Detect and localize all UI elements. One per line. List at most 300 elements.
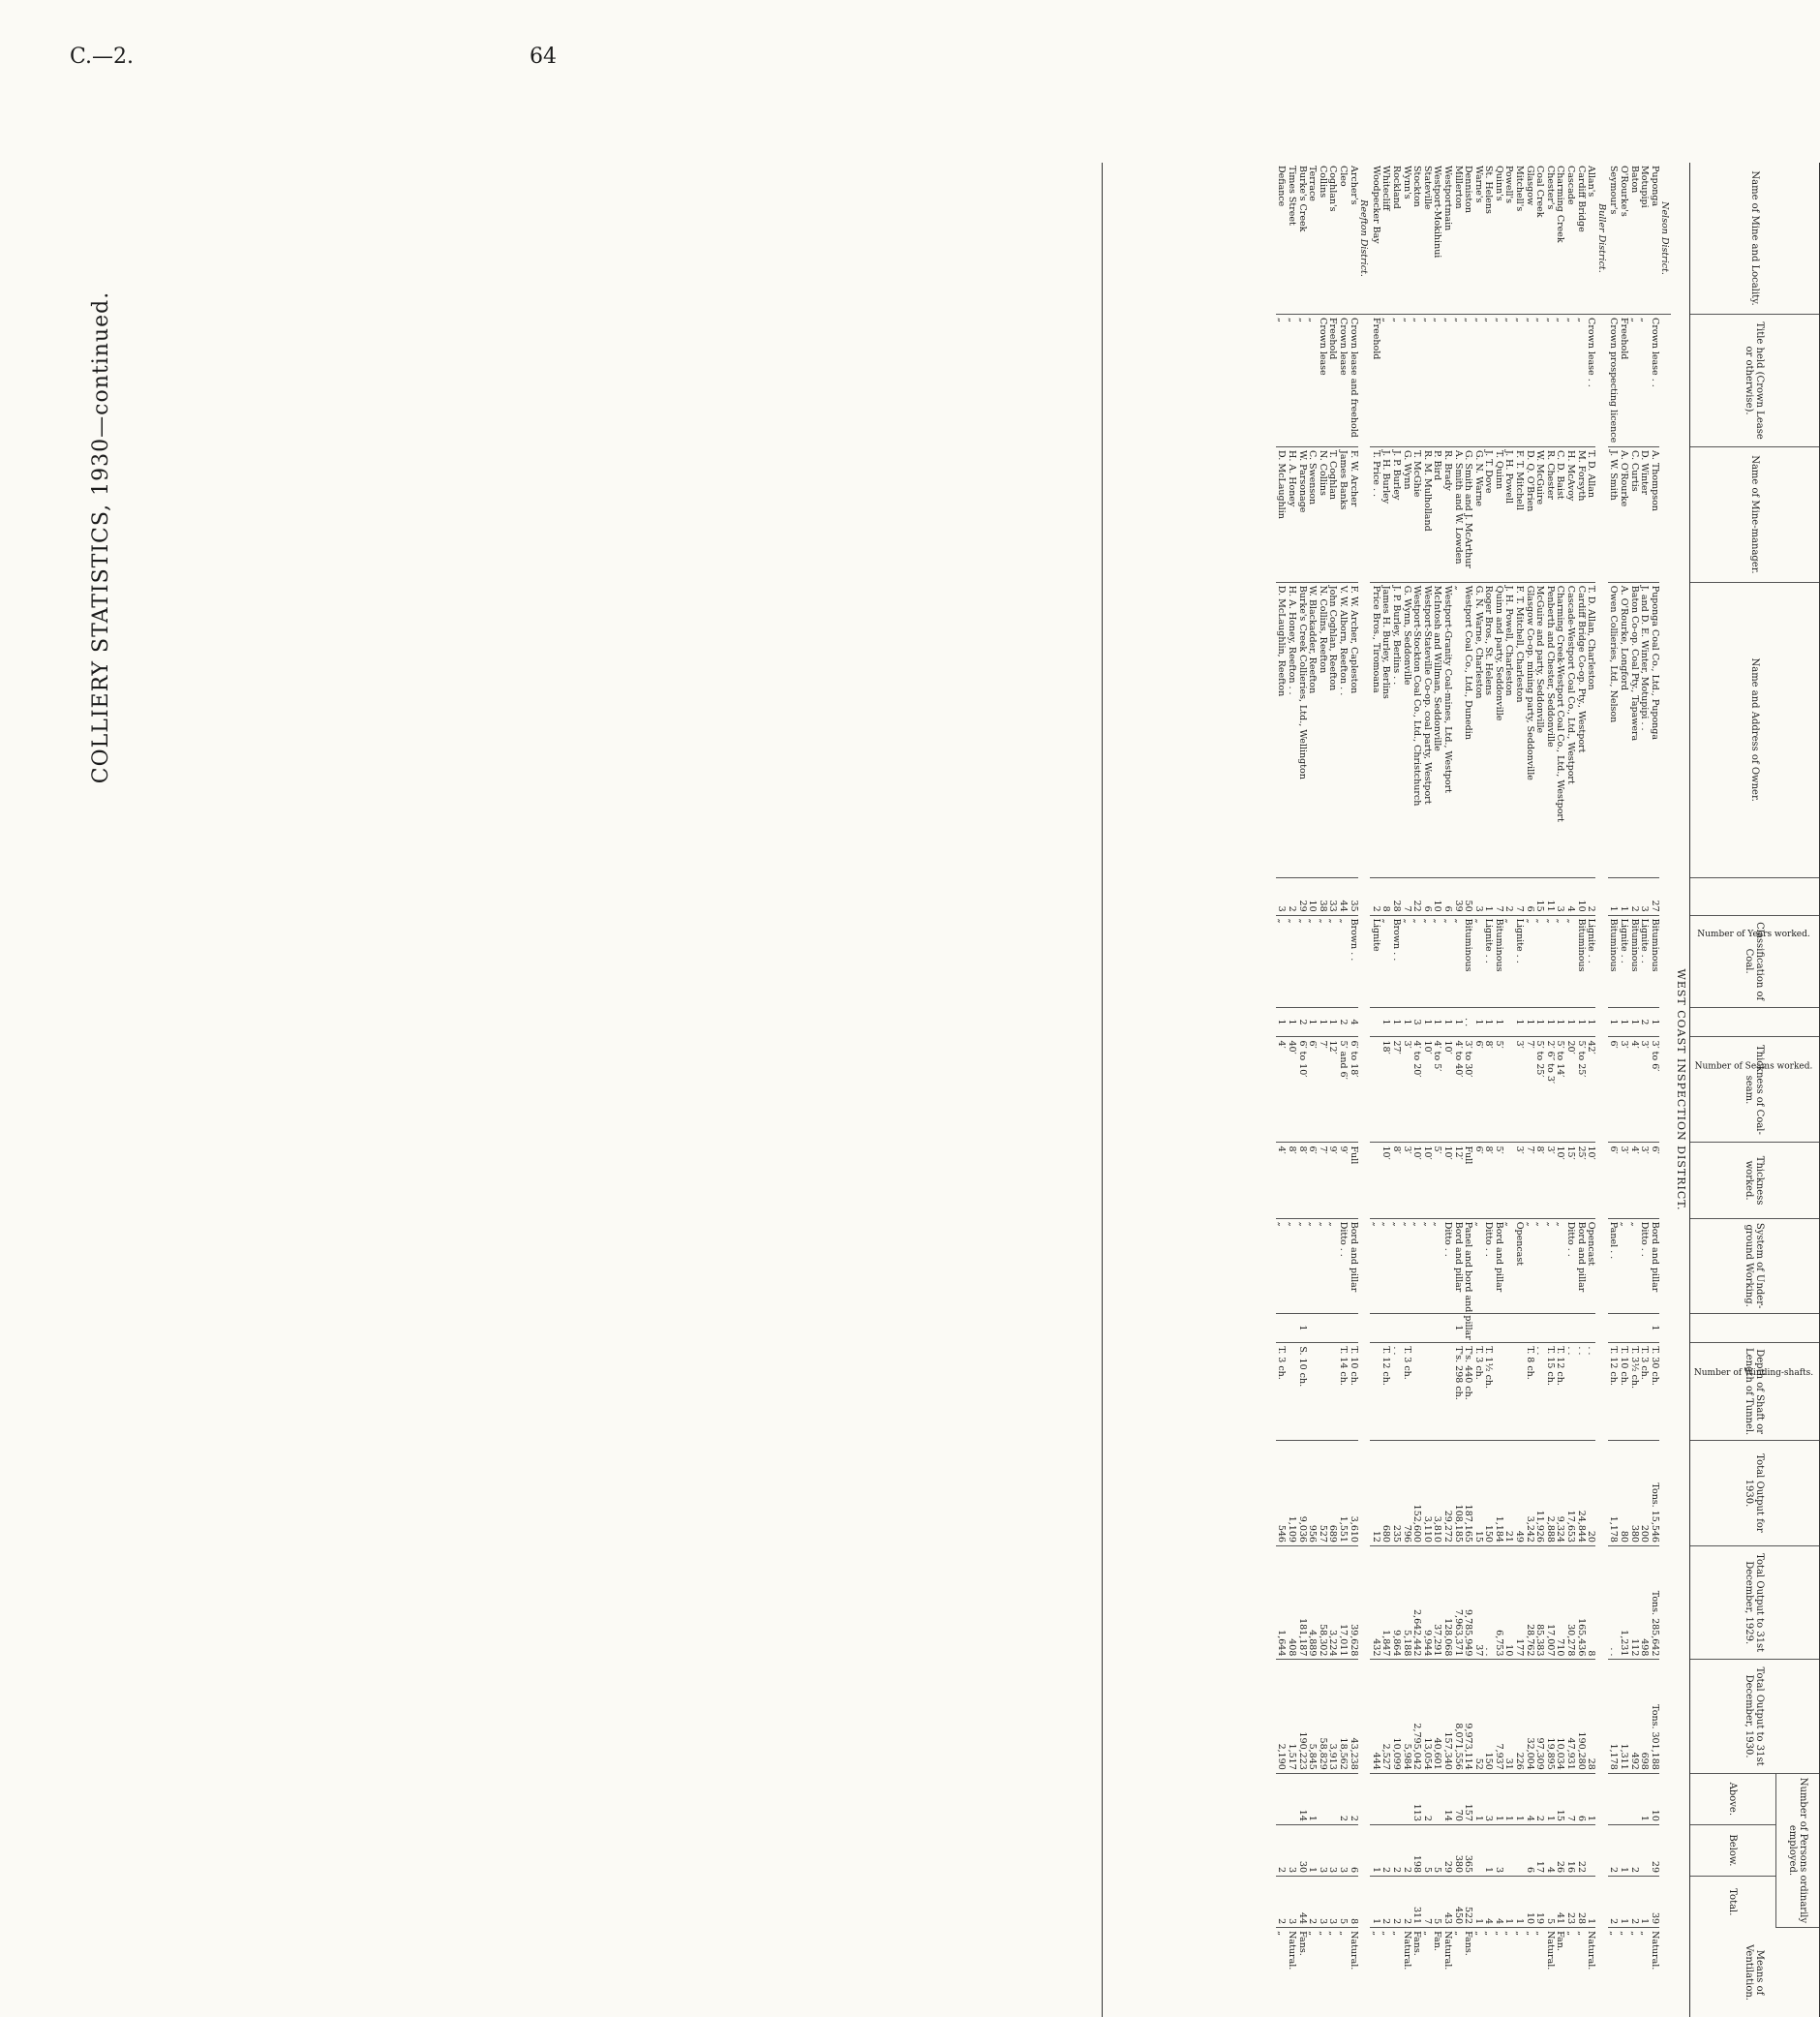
seam-thickness: 7′ [1524, 1037, 1534, 1143]
owner-name: Westport Coal Co., Ltd., Dunedin [1463, 582, 1473, 877]
header-owner: Name and Address of Owner. [1690, 582, 1820, 877]
persons-below: 1 [1307, 1824, 1318, 1876]
years-worked: 33 [1327, 877, 1338, 915]
seam-thickness: 4′ to 20′ [1411, 1037, 1422, 1143]
persons-below: 3 [1493, 1824, 1503, 1876]
manager-name: James Banks [1337, 447, 1348, 583]
years-worked: 44 [1337, 877, 1348, 915]
table-row [1327, 163, 1338, 2017]
mine-name: Denniston [1463, 163, 1473, 315]
output-1930: 956 [1307, 1440, 1318, 1545]
table-row [1618, 163, 1628, 2017]
output-1930: 15 [1472, 1440, 1483, 1545]
output-1929: 177 [1514, 1545, 1525, 1659]
mine-name: Coal Creek [1534, 163, 1545, 315]
persons-total: 41 [1555, 1877, 1565, 1928]
working-system: „ [1534, 1218, 1545, 1313]
header-thickness-worked: Thickness worked. [1690, 1143, 1820, 1218]
output-1930: 1,178 [1608, 1440, 1619, 1545]
shaft-depth: T. 3 ch. [1276, 1343, 1287, 1441]
seams-worked: 1 [1608, 1007, 1619, 1037]
manager-name: J. T. Dove [1483, 447, 1494, 583]
header-system: System of Under-ground Working. [1690, 1218, 1820, 1313]
table-row [1544, 163, 1555, 2017]
output-1929: 2,642,442 [1411, 1545, 1422, 1659]
working-system: „ [1618, 1218, 1628, 1313]
coal-classification: „ [1544, 915, 1555, 1007]
manager-name: D. McLaughlin [1276, 447, 1287, 583]
persons-total: 23 [1564, 1877, 1575, 1928]
years-worked: 8 [1380, 877, 1391, 915]
persons-above: 70 [1452, 1773, 1463, 1824]
shaft-depth: T. 12 ch. [1608, 1343, 1619, 1441]
seams-worked: 2 [1639, 1007, 1650, 1037]
owner-name: Price Bros., Tiromoana [1370, 582, 1380, 877]
seams-worked: 1 [1286, 1007, 1296, 1037]
coal-classification: „ [1452, 915, 1463, 1007]
thickness-worked: 8′ [1296, 1143, 1307, 1218]
output-1929: 17,011 [1337, 1545, 1348, 1659]
winding-shafts [1307, 1313, 1318, 1343]
mine-name: Cardiff Bridge [1575, 163, 1586, 315]
mine-name: Burke's Creek [1296, 163, 1307, 315]
seams-worked: 1 [1317, 1007, 1327, 1037]
owner-name: Penberth and Chester, Seddonville [1544, 582, 1555, 877]
owner-name: Cardiff Bridge Co-op. Pty., Westport [1575, 582, 1586, 877]
title-held: „ [1493, 315, 1503, 447]
manager-name: T. D. Allan [1586, 447, 1596, 583]
persons-total: 5 [1432, 1877, 1442, 1928]
mine-name: Terrace [1307, 163, 1318, 315]
shaft-depth [1370, 1343, 1380, 1441]
table-row [1411, 163, 1422, 2017]
persons-total: 1 [1370, 1877, 1380, 1928]
persons-above: 14 [1296, 1773, 1307, 1824]
output-total: 3,913 [1327, 1660, 1338, 1773]
working-system: Ditto . . [1564, 1218, 1575, 1313]
thickness-worked: 9′ [1327, 1143, 1338, 1218]
coal-classification: Lignite . . [1618, 915, 1628, 1007]
shaft-depth [1286, 1343, 1296, 1441]
header-thickness-seam: Thickness of Coal-seam. [1690, 1037, 1820, 1143]
years-worked: 39 [1452, 877, 1463, 915]
seams-worked: 1 [1524, 1007, 1534, 1037]
output-total: 32,004 [1524, 1660, 1534, 1773]
output-1929: 10 [1503, 1545, 1514, 1659]
persons-above: 10 [1649, 1773, 1659, 1824]
seam-thickness [1503, 1037, 1514, 1143]
coal-classification: „ [1286, 915, 1296, 1007]
output-1930: 380 [1628, 1440, 1639, 1545]
shaft-depth: T. 3½ ch. [1628, 1343, 1639, 1441]
output-total: 40,601 [1432, 1660, 1442, 1773]
persons-total: 1 [1514, 1877, 1525, 1928]
thickness-worked: 6′ [1472, 1143, 1483, 1218]
manager-name: G. N. Warne [1472, 447, 1483, 583]
seams-worked: 1 [1421, 1007, 1432, 1037]
thickness-worked: 7′ [1317, 1143, 1327, 1218]
mine-name: Stateville [1421, 163, 1432, 315]
ventilation: Fan. [1555, 1931, 1566, 1951]
owner-name: Westport-Stockton Coal Co., Ltd., Christchurch [1411, 582, 1422, 877]
years-worked: 2 [1370, 877, 1380, 915]
district-heading-row [1659, 163, 1672, 2017]
persons-below: 3 [1317, 1824, 1327, 1876]
ventilation: „ [1338, 1931, 1349, 1937]
output-1929: 3,224 [1327, 1545, 1338, 1659]
seam-thickness: 7′ [1317, 1037, 1327, 1143]
colliery-statistics-table [1102, 163, 1820, 2017]
persons-below: 1 [1370, 1824, 1380, 1876]
shaft-depth: T. 10 ch. [1618, 1343, 1628, 1441]
seam-thickness: 5′ [1493, 1037, 1503, 1143]
seam-thickness [1370, 1037, 1380, 1143]
output-1930: 3,110 [1421, 1440, 1432, 1545]
seams-worked: 1 [1472, 1007, 1483, 1037]
coal-classification: Bituminous [1493, 915, 1503, 1007]
manager-name: J. P. Burley [1390, 447, 1401, 583]
ventilation: „ [1390, 1931, 1402, 1937]
district-name: Buller District. [1595, 163, 1608, 315]
owner-name: A. O'Rourke, Longford [1618, 582, 1628, 877]
title-held: „ [1628, 315, 1639, 447]
shaft-depth: T. 3 ch. [1472, 1343, 1483, 1441]
seams-worked: 1 [1586, 1007, 1596, 1037]
title-held: Crown lease and freehold [1348, 315, 1358, 447]
coal-classification: Lignite [1370, 915, 1380, 1007]
persons-above: 14 [1441, 1773, 1452, 1824]
district-spacer [1595, 315, 1608, 2017]
coal-classification: „ [1276, 915, 1287, 1007]
thickness-worked: 10′ [1555, 1143, 1565, 1218]
persons-total: 2 [1276, 1877, 1287, 1928]
title-held: „ [1276, 315, 1287, 447]
coal-classification: Brown . . [1390, 915, 1401, 1007]
output-1930: 24,844 [1575, 1440, 1586, 1545]
seams-worked: 1 [1390, 1007, 1401, 1037]
title-held: „ [1503, 315, 1514, 447]
persons-total: 1 [1503, 1877, 1514, 1928]
mine-name: Woodpecker Bay [1370, 163, 1380, 315]
output-1930: 17,653 [1564, 1440, 1575, 1545]
table-row [1337, 163, 1348, 2017]
owner-name: F. W. Archer, Capleston [1348, 582, 1358, 877]
working-system: Opencast [1586, 1218, 1596, 1313]
output-1930: 187,165 [1463, 1440, 1473, 1545]
persons-below [1639, 1824, 1650, 1876]
manager-name: J. H. Powell [1503, 447, 1514, 583]
thickness-worked: 10′ [1421, 1143, 1432, 1218]
manager-name: N. Collins [1317, 447, 1327, 583]
manager-name: W. McGuire [1534, 447, 1545, 583]
table-row [1432, 163, 1442, 2017]
thickness-worked: 8′ [1483, 1143, 1494, 1218]
persons-total: 8 [1348, 1877, 1358, 1928]
seams-worked: 1 [1544, 1007, 1555, 1037]
thickness-worked: Full [1348, 1143, 1358, 1218]
mine-name: Millerton [1452, 163, 1463, 315]
persons-below: 22 [1575, 1824, 1586, 1876]
thickness-worked: 4′ [1276, 1143, 1287, 1218]
persons-above: 1 [1307, 1773, 1318, 1824]
persons-above: 2 [1337, 1773, 1348, 1824]
mine-name: Cleo [1337, 163, 1348, 315]
output-total: 18,562 [1337, 1660, 1348, 1773]
output-1929: . . [1483, 1545, 1494, 1659]
output-1930: 49 [1514, 1440, 1525, 1545]
winding-shafts [1628, 1313, 1639, 1343]
shaft-depth: T. 3 ch. [1639, 1343, 1650, 1441]
seam-thickness: 5′ to 25′ [1534, 1037, 1545, 1143]
working-system: Bord and pillar [1649, 1218, 1659, 1313]
persons-total: 450 [1452, 1877, 1463, 1928]
output-1930: 796 [1401, 1440, 1411, 1545]
persons-above [1286, 1773, 1296, 1824]
shaft-depth: T's. 298 ch. [1452, 1343, 1463, 1441]
working-system: Bord and pillar [1348, 1218, 1358, 1313]
output-total: 226 [1514, 1660, 1525, 1773]
working-system: „ [1286, 1218, 1296, 1313]
persons-above [1401, 1773, 1411, 1824]
table-row [1639, 163, 1650, 2017]
thickness-worked: 8′ [1390, 1143, 1401, 1218]
output-1929: 498 [1639, 1545, 1650, 1659]
winding-shafts [1618, 1313, 1628, 1343]
table-row [1441, 163, 1452, 2017]
output-1930: 150 [1483, 1440, 1494, 1545]
page-title: COLLIERY STATISTICS, 1930—continued. [89, 290, 113, 784]
manager-name: A. Thompson [1649, 447, 1659, 583]
seams-worked: 1 [1493, 1007, 1503, 1037]
output-1930: 2,888 [1544, 1440, 1555, 1545]
winding-shafts [1483, 1313, 1494, 1343]
title-held: Crown lease [1317, 315, 1327, 447]
persons-total: 1 [1586, 1877, 1596, 1928]
seam-thickness: 5′ and 6′ [1337, 1037, 1348, 1143]
title-held: Crown lease . . [1649, 315, 1659, 447]
winding-shafts [1608, 1313, 1619, 1343]
seams-worked: 1 [1649, 1007, 1659, 1037]
output-1930: 3,242 [1524, 1440, 1534, 1545]
thickness-worked: 10′ [1380, 1143, 1391, 1218]
output-1930: 680 [1380, 1440, 1391, 1545]
coal-classification: „ [1380, 915, 1391, 1007]
thickness-worked: 4′ [1628, 1143, 1639, 1218]
winding-shafts [1317, 1313, 1327, 1343]
persons-below: 5 [1421, 1824, 1432, 1876]
seams-worked: 1 [1534, 1007, 1545, 1037]
output-total: Tons. 301,188 [1649, 1660, 1659, 1773]
manager-name: T. Price . . [1370, 447, 1380, 583]
seams-worked [1503, 1007, 1514, 1037]
seam-thickness: 4′ [1276, 1037, 1287, 1143]
years-worked: 7 [1514, 877, 1525, 915]
years-worked: 11 [1544, 877, 1555, 915]
table-row [1564, 163, 1575, 2017]
coal-classification: „ [1564, 915, 1575, 1007]
winding-shafts [1390, 1313, 1401, 1343]
years-worked: 6 [1421, 877, 1432, 915]
title-held: „ [1524, 315, 1534, 447]
years-worked: 38 [1317, 877, 1327, 915]
manager-name: R. Brady [1441, 447, 1452, 583]
district-name: Reefton District. [1358, 163, 1371, 315]
owner-name: G. Wynn, Seddonville [1401, 582, 1411, 877]
shaft-depth [1503, 1343, 1514, 1441]
owner-name: W. Blackadder, Reefton [1307, 582, 1318, 877]
years-worked: 3 [1276, 877, 1287, 915]
seam-thickness: 2′ 6″ to 3′ [1544, 1037, 1555, 1143]
table-row [1608, 163, 1619, 2017]
ventilation: „ [1534, 1931, 1546, 1937]
output-total: 10,034 [1555, 1660, 1565, 1773]
output-1929: 9,864 [1390, 1545, 1401, 1659]
years-worked: 22 [1411, 877, 1422, 915]
seam-thickness: 18′ [1380, 1037, 1391, 1143]
coal-classification: „ [1337, 915, 1348, 1007]
seams-worked: 1 [1555, 1007, 1565, 1037]
coal-classification: Lignite . . [1483, 915, 1494, 1007]
persons-total: 522 [1463, 1877, 1473, 1928]
ventilation: „ [1628, 1931, 1640, 1937]
seam-thickness: 27′ [1390, 1037, 1401, 1143]
manager-name: J. H. Burley [1380, 447, 1391, 583]
coal-classification: „ [1555, 915, 1565, 1007]
mine-name: St. Helens [1483, 163, 1494, 315]
shaft-depth: T. 12 ch. [1555, 1343, 1565, 1441]
seams-worked: 4 [1348, 1007, 1358, 1037]
persons-total: 7 [1421, 1877, 1432, 1928]
persons-total: 2 [1608, 1877, 1619, 1928]
thickness-worked: 10′ [1441, 1143, 1452, 1218]
output-1929: Tons. 285,642 [1649, 1545, 1659, 1659]
manager-name: H. A. Honey [1286, 447, 1296, 583]
owner-name: J. and D. E. Winter, Motupipi . . [1639, 582, 1650, 877]
persons-below: 380 [1452, 1824, 1463, 1876]
persons-above: 2 [1348, 1773, 1358, 1824]
title-held: „ [1472, 315, 1483, 447]
shaft-depth [1493, 1343, 1503, 1441]
seams-worked: 2 [1296, 1007, 1307, 1037]
owner-name: James H. Burley, Berlins [1380, 582, 1391, 877]
winding-shafts [1575, 1313, 1586, 1343]
mine-name: Motupipi [1639, 163, 1650, 315]
seam-thickness: 6′ [1608, 1037, 1619, 1143]
persons-below [1586, 1824, 1596, 1876]
manager-name: A. Smith and W. Lowden [1452, 447, 1463, 583]
header-persons: Number of Persons ordinarily employed. [1776, 1773, 1820, 1927]
years-worked: 7 [1493, 877, 1503, 915]
working-system: „ [1276, 1218, 1287, 1313]
persons-below [1514, 1824, 1525, 1876]
owner-name: G. N. Warne, Charleston [1472, 582, 1483, 877]
owner-name: „ [1452, 582, 1463, 877]
coal-classification: Lignite . . [1514, 915, 1525, 1007]
mine-name: Baton [1628, 163, 1639, 315]
persons-below: 4 [1544, 1824, 1555, 1876]
output-total: 5,984 [1401, 1660, 1411, 1773]
output-1930: 235 [1390, 1440, 1401, 1545]
output-1930: 546 [1276, 1440, 1287, 1545]
title-held: „ [1483, 315, 1494, 447]
output-1930: 689 [1327, 1440, 1338, 1545]
seams-worked: 1 [1628, 1007, 1639, 1037]
output-1929: 58,302 [1317, 1545, 1327, 1659]
seams-worked: 3 [1411, 1007, 1422, 1037]
thickness-worked: 12′ [1452, 1143, 1463, 1218]
persons-below: 29 [1441, 1824, 1452, 1876]
owner-name: J. P. Burley, Berlins . . [1390, 582, 1401, 877]
owner-name: Owen Collieries, Ltd., Nelson [1608, 582, 1619, 877]
persons-above [1380, 1773, 1391, 1824]
coal-classification: „ [1534, 915, 1545, 1007]
shaft-depth [1327, 1343, 1338, 1441]
title-held: Crown prospecting licence [1608, 315, 1619, 447]
table-row [1586, 163, 1596, 2017]
ventilation: Fans. [1411, 1931, 1423, 1956]
seam-thickness: 6′ [1472, 1037, 1483, 1143]
persons-total: 2 [1628, 1877, 1639, 1928]
ventilation: Natural. [1401, 1931, 1412, 1971]
ventilation: „ [1483, 1931, 1495, 1937]
title-held: „ [1421, 315, 1432, 447]
output-total: 7,937 [1493, 1660, 1503, 1773]
owner-name: Puponga Coal Co., Ltd., Puponga [1649, 582, 1659, 877]
persons-total: 44 [1296, 1877, 1307, 1928]
mine-name: Archer's [1348, 163, 1358, 315]
shaft-depth [1307, 1343, 1318, 1441]
owner-name: N. Collins, Reefton [1317, 582, 1327, 877]
thickness-worked: 8′ [1286, 1143, 1296, 1218]
thickness-worked: Full [1463, 1143, 1473, 1218]
seams-worked [1370, 1007, 1380, 1037]
shaft-depth: T. 30 ch. [1649, 1343, 1659, 1441]
seams-worked: 1 [1441, 1007, 1452, 1037]
ventilation: Natural. [1649, 1931, 1660, 1971]
table-row [1286, 163, 1296, 2017]
table-row [1649, 163, 1659, 2017]
persons-total: 3 [1327, 1877, 1338, 1928]
thickness-worked [1503, 1143, 1514, 1218]
seams-worked: 1 [1380, 1007, 1391, 1037]
winding-shafts [1555, 1313, 1565, 1343]
owner-name: Westport-Stateville Co-op. coal party, Westport [1421, 582, 1432, 877]
mine-name: Westport-Mokihinui [1432, 163, 1442, 315]
persons-total: 39 [1649, 1877, 1659, 1928]
thickness-worked: 7′ [1524, 1143, 1534, 1218]
manager-name: M. Forsyth [1575, 447, 1586, 583]
table-row [1472, 163, 1483, 2017]
persons-above: 7 [1564, 1773, 1575, 1824]
title-held: „ [1286, 315, 1296, 447]
seam-thickness: 3′ [1401, 1037, 1411, 1143]
page-reference: C.—2. [70, 45, 135, 69]
output-total: 2,190 [1276, 1660, 1287, 1773]
persons-above [1628, 1773, 1639, 1824]
seam-thickness: 6′ to 10′ [1296, 1037, 1307, 1143]
mine-name: Collins [1317, 163, 1327, 315]
manager-name: C. D. Baist [1555, 447, 1565, 583]
years-worked: 10 [1575, 877, 1586, 915]
output-1929: 181,187 [1296, 1545, 1307, 1659]
years-worked: 6 [1441, 877, 1452, 915]
coal-classification: „ [1296, 915, 1307, 1007]
years-worked: 4 [1564, 877, 1575, 915]
manager-name: A. O'Rourke [1618, 447, 1628, 583]
output-1930: 9,324 [1555, 1440, 1565, 1545]
thickness-worked: 8′ [1534, 1143, 1545, 1218]
persons-total: 43 [1441, 1877, 1452, 1928]
